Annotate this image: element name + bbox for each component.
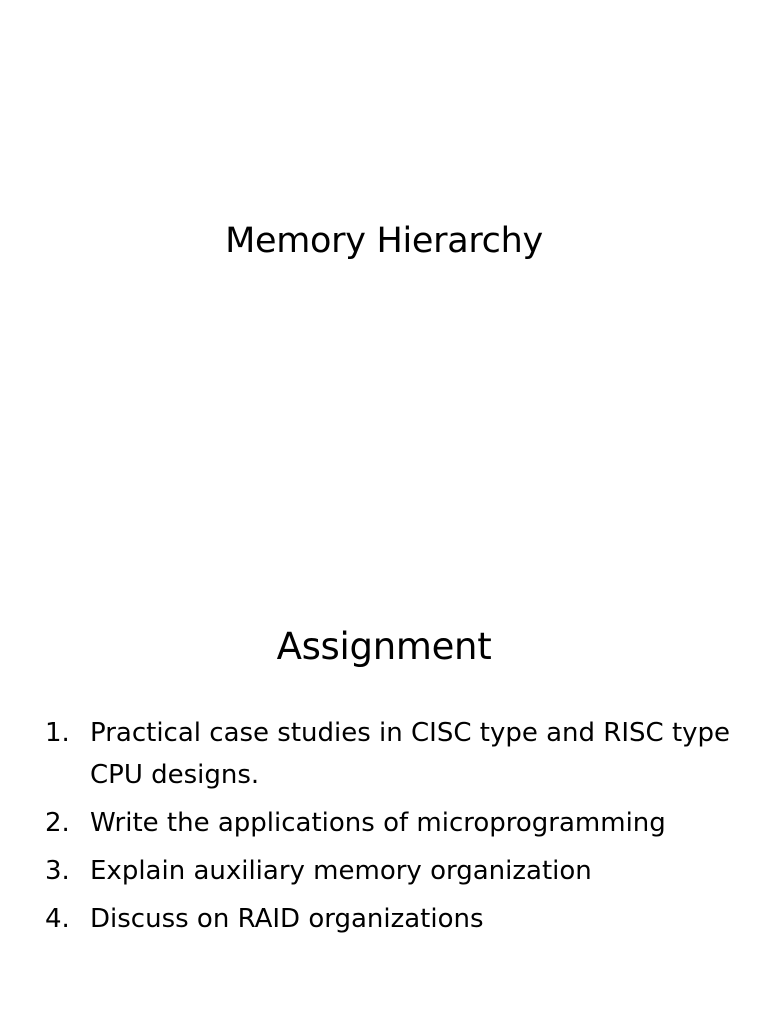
assignment-list (0, 712, 768, 946)
list-item (0, 898, 768, 940)
list-item-text: Discuss on RAID organizations (90, 904, 484, 934)
memory-hierarchy-title: Memory Hierarchy (225, 221, 543, 261)
list-item-number: 1. (45, 718, 70, 748)
list-item-text: Explain auxiliary memory organization (90, 856, 592, 886)
list-item (0, 712, 768, 796)
list-item-text: Write the applications of microprogramming (90, 808, 666, 838)
list-item (0, 850, 768, 892)
list-item-number: 2. (45, 808, 70, 838)
assignment-title: Assignment (276, 625, 492, 668)
list-item (0, 802, 768, 844)
list-item-text: Practical case studies in CISC type and RISC type CPU designs. (90, 718, 731, 790)
list-item-number: 4. (45, 904, 70, 934)
list-item-number: 3. (45, 856, 70, 886)
